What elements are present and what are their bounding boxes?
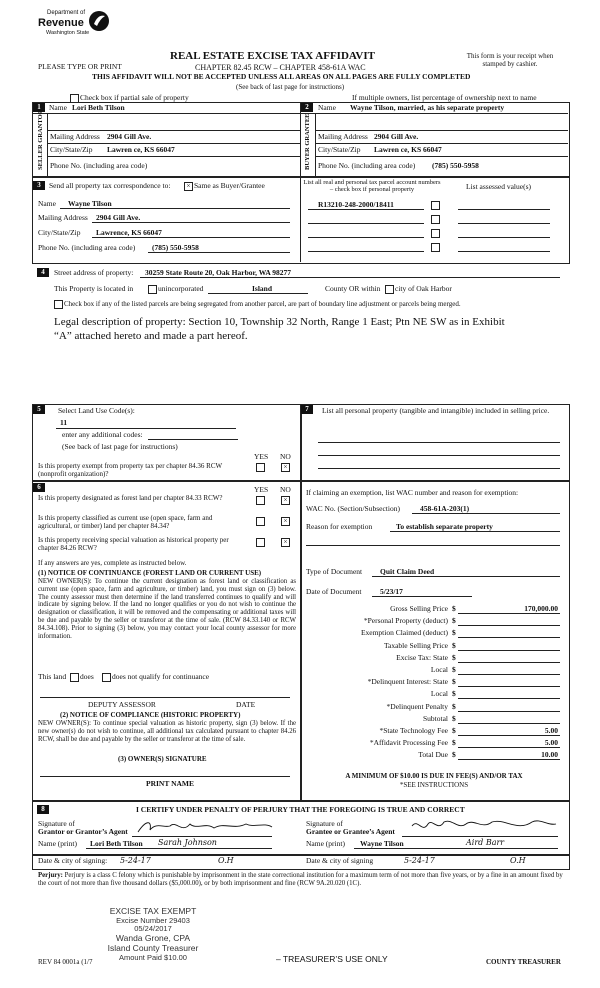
money-row-line <box>458 747 560 748</box>
money-row-line <box>458 674 560 675</box>
buyer-name[interactable]: Wayne Tilson, married, as his separate property <box>350 103 505 112</box>
notice1-body: NEW OWNER(S): To continue the current designation as forest land or classification as current use (open space, farm and agriculture, or timber) land, you must sign on (3) below. The county assessor must then determine if the land transferred continues to qualify and will indicate by signing below. If the land no longer qualifies or you do not wish to continue the designation or classification, it will be removed and the compensating or additional taxes will be due and payable by the seller or transferor at the time of sale. (RCW 84.33.140 or RCW 84.34.108). Prior to signing (3) below, you may contact your local county assessor for more information. <box>38 578 296 640</box>
money-row-dollar: $ <box>452 653 456 662</box>
corr-city[interactable]: Lawrence, KS 66047 <box>96 228 162 237</box>
forest-yes-checkbox[interactable] <box>256 496 265 505</box>
money-row-dollar: $ <box>452 714 456 723</box>
same-as-buyer-checkbox[interactable]: × <box>184 182 193 191</box>
print-name-label: PRINT NAME <box>146 779 194 788</box>
logo-dept-line2: Revenue <box>38 17 84 29</box>
doc-type-label: Type of Document <box>306 567 363 576</box>
wac-label: WAC No. (Section/Subsection) <box>306 504 400 513</box>
please-type: PLEASE TYPE OR PRINT <box>38 62 122 71</box>
land-does-label: does <box>80 672 94 681</box>
owner-signature-label: (3) OWNER(S) SIGNATURE <box>118 755 207 763</box>
stamp-line3: 05/24/2017 <box>134 924 172 934</box>
corr-phone-label: Phone No. (including area code) <box>38 243 136 252</box>
exempt-stamp <box>88 907 218 962</box>
parcel-personal-checkbox-3[interactable] <box>431 229 440 238</box>
money-row-dollar: $ <box>452 738 456 747</box>
money-row-line <box>458 613 560 614</box>
section-3-number: 3 <box>33 181 45 190</box>
section-4-number: 4 <box>37 268 49 277</box>
stamp-line6: Amount Paid $10.00 <box>119 952 187 962</box>
perjury-label: Perjury: <box>38 872 63 879</box>
same-as-buyer-label: Same as Buyer/Grantee <box>194 181 265 190</box>
grantee-agent-label: Grantee or Grantee’s Agent <box>306 826 395 836</box>
land-does-checkbox[interactable] <box>70 673 79 682</box>
logo-dept-line1: Department of <box>47 10 86 16</box>
doc-date-label: Date of Document <box>306 587 362 596</box>
money-row-label: Excise Tax: State <box>396 653 448 662</box>
buyer-phone[interactable]: (785) 550-5958 <box>432 161 479 170</box>
historic-yes-checkbox[interactable] <box>256 538 265 547</box>
s6-yes-header: YES <box>254 485 269 494</box>
stamp-line5: Island County Treasurer <box>107 942 199 953</box>
forest-no-checkbox[interactable]: × <box>281 496 290 505</box>
revenue-logo <box>38 10 116 40</box>
street-address[interactable]: 30259 State Route 20, Oak Harbor, WA 98277 <box>145 268 292 277</box>
grantee-signature[interactable] <box>408 816 558 836</box>
parcel-personal-checkbox-4[interactable] <box>431 243 440 252</box>
exempt-question: Is this property exempt from property tax per chapter 84.36 RCW (nonprofit organization)? <box>38 462 222 479</box>
corr-name[interactable]: Wayne Tilson <box>68 199 112 208</box>
grantee-date-city-label: Date & city of signing <box>306 856 374 865</box>
land-does-not-checkbox[interactable] <box>102 673 111 682</box>
forest-question: Is this property designated as forest land per chapter 84.33 RCW? <box>38 494 223 502</box>
grantee-name-print-label: Name (print) <box>306 839 345 848</box>
reason-label: Reason for exemption <box>306 522 373 531</box>
personal-property-label: List all personal property (tangible and intangible) included in selling price. <box>322 406 550 415</box>
corr-mailing-label: Mailing Address <box>38 213 88 222</box>
perjury-text: Perjury is a class C felony which is punishable by imprisonment in the state correctional institution for a maximum term of not more than five years, or by a fine in an amount fixed by the court of not more than five thousand dollars ($5,000.00), or by both imprisonment and fine (RCW 9A.20.020 (1C). <box>38 872 563 887</box>
seller-phone-label: Phone No. (including area code) <box>50 161 148 170</box>
exemption-label: If claiming an exemption, list WAC number and reason for exemption: <box>306 488 519 497</box>
see-back-note: (See back of last page for instructions) <box>236 83 345 91</box>
corr-name-label: Name <box>38 199 56 208</box>
money-row-dollar: $ <box>452 702 456 711</box>
stamp-line4: Wanda Grone, CPA <box>115 933 191 944</box>
money-row-label: *Delinquent Penalty <box>386 702 448 711</box>
assessor-date-label: DATE <box>236 700 256 709</box>
county-treasurer-label: COUNTY TREASURER <box>486 958 561 966</box>
certify-statement: I CERTIFY UNDER PENALTY OF PERJURY THAT THE FOREGOING IS TRUE AND CORRECT <box>136 805 465 814</box>
wa-leaf-icon <box>88 10 110 32</box>
exempt-no-checkbox[interactable]: × <box>281 463 290 472</box>
section-1-number: 1 <box>33 103 45 112</box>
grantor-date-city-label: Date & city of signing: <box>38 856 108 865</box>
located-label: This Property is located in <box>54 284 134 293</box>
street-label: Street address of property: <box>54 268 134 277</box>
segregated-label: Check box if any of the listed parcels are being segregated from another parcel, are part of boundary line adjustment or parcels being merged. <box>64 300 461 308</box>
form-number: REV 84 0001a (1/7 <box>38 958 93 966</box>
money-row-label: Exemption Claimed (deduct) <box>360 628 448 637</box>
stamp-line2: Excise Number 29403 <box>116 915 190 925</box>
minimum-note: A MINIMUM OF $10.00 IS DUE IN FEE(S) AND/OR TAX <box>345 772 523 780</box>
money-row-line <box>458 698 560 699</box>
additional-codes-label: enter any additional codes: <box>62 430 143 439</box>
money-row-dollar: $ <box>452 689 456 698</box>
see-instructions-note: *SEE INSTRUCTIONS <box>399 781 469 789</box>
partial-sale-label: Check box if partial sale of property <box>80 93 189 102</box>
money-row-line <box>458 662 560 663</box>
form-title: REAL ESTATE EXCISE TAX AFFIDAVIT <box>170 50 375 62</box>
multiple-owners-note: If multiple owners, list percentage of ownership next to name <box>352 93 537 102</box>
s5-no-header: NO <box>280 452 291 461</box>
unincorporated-checkbox[interactable] <box>148 285 157 294</box>
money-row-value[interactable]: 5.00 <box>544 726 558 735</box>
form-chapter: CHAPTER 82.45 RCW – CHAPTER 458-61A WAC <box>195 63 366 72</box>
grantor-name-print[interactable]: Lori Beth Tilson <box>90 839 143 848</box>
seller-name[interactable]: Lori Beth Tilson <box>72 103 125 112</box>
grantor-signature[interactable] <box>134 818 274 836</box>
grantee-name-print[interactable]: Wayne Tilson <box>360 839 404 848</box>
money-row-dollar: $ <box>452 726 456 735</box>
unincorporated-label: unincorporated <box>158 284 204 293</box>
notice2-title: (2) NOTICE OF COMPLIANCE (HISTORIC PROPERTY) <box>60 711 241 719</box>
notice2-body: NEW OWNER(S): To continue special valuation as historic property, sign (3) below. If the new owner(s) do not wish to continue, all additional tax calculated pursuant to chapter 84.26 RCW, shall be due and payable by the seller or transferor at the time of sale. <box>38 720 296 743</box>
send-correspondence-label: Send all property tax correspondence to: <box>49 181 171 190</box>
parcel-personal-checkbox-2[interactable] <box>431 215 440 224</box>
seller-name-label: Name <box>49 103 67 112</box>
perjury-note <box>38 872 564 888</box>
parcel-number[interactable]: R13210-248-2000/18411 <box>318 200 394 209</box>
county-or-within: County OR within <box>325 284 381 293</box>
parcel-header: List all real and personal tax parcel account numbers – check box if personal property <box>303 179 441 194</box>
money-row-label: Local <box>430 689 448 698</box>
grantor-name-handwritten: Sarah Johnson <box>158 838 217 847</box>
buyer-city-label: City/State/Zip <box>318 145 361 154</box>
grantee-date[interactable]: 5-24-17 <box>404 856 435 865</box>
doc-type-value[interactable]: Quit Claim Deed <box>380 567 435 576</box>
grantee-sig-label-1: Signature of <box>306 819 343 828</box>
money-row-label: Taxable Selling Price <box>383 641 448 650</box>
section-2-number: 2 <box>301 103 313 112</box>
money-row-dollar: $ <box>452 616 456 625</box>
date-city-box <box>32 854 570 870</box>
section-6-number: 6 <box>33 483 45 492</box>
stamp-line1: EXCISE TAX EXEMPT <box>109 906 197 916</box>
buyer-mailing-label: Mailing Address <box>318 132 368 141</box>
money-row-label: *Delinquent Interest: State <box>367 677 448 686</box>
city-of-label: city of Oak Harbor <box>395 284 452 293</box>
buyer-mailing[interactable]: 2904 Gill Ave. <box>374 132 419 141</box>
money-row-dollar: $ <box>452 641 456 650</box>
historic-question: Is this property receiving special valuation as historical property per chapter 84.26 RCW? <box>38 536 229 553</box>
grantor-name-print-label: Name (print) <box>38 839 77 848</box>
buyer-phone-label: Phone No. (including area code) <box>318 161 416 170</box>
money-row-label: *State Technology Fee <box>379 726 448 735</box>
money-row-label: Subtotal <box>422 714 448 723</box>
corr-city-label: City/State/Zip <box>38 228 81 237</box>
money-row-line <box>458 650 560 651</box>
deputy-assessor-label: DEPUTY ASSESSOR <box>88 700 156 709</box>
grantor-sig-label <box>38 820 128 836</box>
legal-description-line2[interactable]: “A” attached hereto and made a part hereof. <box>54 330 248 342</box>
buyer-side-label: BUYER GRANTEE <box>304 113 311 170</box>
grantee-sig-label <box>306 820 395 836</box>
money-row-line <box>458 686 560 687</box>
money-row-value[interactable]: 170,000.00 <box>524 604 558 613</box>
receipt-note: This form is your receipt when stamped by cashier. <box>466 52 554 69</box>
buyer-city[interactable]: Lawren ce, KS 66047 <box>374 145 442 154</box>
current-use-question: Is this property classified as current use (open space, farm and agricultural, or timber) land per chapter 84.34? <box>38 514 213 531</box>
money-row-line <box>458 711 560 712</box>
money-row-line <box>458 625 560 626</box>
money-row-dollar: $ <box>452 677 456 686</box>
money-row-dollar: $ <box>452 750 456 759</box>
grantee-name-handwritten: Aird Barr <box>466 838 505 847</box>
grantor-sig-label-1: Signature of <box>38 819 75 828</box>
grantor-agent-label: Grantor or Grantor’s Agent <box>38 826 128 836</box>
seller-mailing-label: Mailing Address <box>50 132 100 141</box>
assessed-header: List assessed value(s) <box>466 182 531 191</box>
seller-mailing[interactable]: 2904 Gill Ave. <box>107 132 152 141</box>
money-row-line <box>458 735 560 736</box>
corr-phone[interactable]: (785) 550-5958 <box>152 243 199 252</box>
if-yes-note: If any answers are yes, complete as instructed below. <box>38 559 187 567</box>
not-accepted-note: THIS AFFIDAVIT WILL NOT BE ACCEPTED UNLESS ALL AREAS ON ALL PAGES ARE FULLY COMPLETED <box>92 72 471 81</box>
money-row-line <box>458 759 560 760</box>
legal-description-line1[interactable]: Legal description of property: Section 10, Township 32 North, Range 1 East; Ptn NE SW as in Exhibit <box>54 316 505 328</box>
land-does-not-label: does not qualify for continuance <box>112 672 210 681</box>
money-row-dollar: $ <box>452 628 456 637</box>
seller-city-label: City/State/Zip <box>50 145 93 154</box>
money-row-value[interactable]: 5.00 <box>544 738 558 747</box>
reason-value[interactable]: To establish separate property <box>396 522 493 531</box>
wac-number[interactable]: 458-61A-203(1) <box>420 504 470 513</box>
money-row-value[interactable]: 10.00 <box>541 750 558 759</box>
land-use-code[interactable]: 11 <box>60 418 68 427</box>
s6-no-header: NO <box>280 485 291 494</box>
notice1-title: (1) NOTICE OF CONTINUANCE (FOREST LAND OR CURRENT USE) <box>38 569 262 577</box>
historic-no-checkbox[interactable]: × <box>281 538 290 547</box>
section-7-box <box>300 404 570 482</box>
money-row-label: *Personal Property (deduct) <box>363 616 448 625</box>
section-5-number: 5 <box>33 405 45 414</box>
money-row-dollar: $ <box>452 604 456 613</box>
corr-mailing[interactable]: 2904 Gill Ave. <box>96 213 141 222</box>
segregated-checkbox[interactable] <box>54 300 63 309</box>
doc-date-value[interactable]: 5/23/17 <box>380 587 403 596</box>
treasurer-use-only: – TREASURER’S USE ONLY <box>276 954 388 964</box>
seller-side-label: SELLER GRANTOR <box>37 109 44 170</box>
money-row-label: Gross Selling Price <box>390 604 448 613</box>
county-name[interactable]: Island <box>252 284 273 293</box>
grantor-date[interactable]: 5-24-17 <box>120 856 151 865</box>
logo-dept-line3: Washington State <box>46 30 90 36</box>
this-land-label: This land <box>38 672 67 681</box>
money-row-dollar: $ <box>452 665 456 674</box>
section-7-number: 7 <box>301 405 313 414</box>
parcel-personal-checkbox-1[interactable] <box>431 201 440 210</box>
exempt-yes-checkbox[interactable] <box>256 463 265 472</box>
money-row-label: Total Due <box>418 750 448 759</box>
money-row-line <box>458 637 560 638</box>
s5-yes-header: YES <box>254 452 269 461</box>
money-row-label: *Affidavit Processing Fee <box>369 738 448 747</box>
city-checkbox[interactable] <box>385 285 394 294</box>
buyer-name-label: Name <box>318 103 336 112</box>
section-8-number: 8 <box>37 805 49 814</box>
land-use-label: Select Land Use Code(s): <box>58 406 135 415</box>
land-use-see-back: (See back of last page for instructions) <box>62 442 178 451</box>
money-row-line <box>458 723 560 724</box>
seller-city[interactable]: Lawren ce, KS 66047 <box>107 145 175 154</box>
current-use-no-checkbox[interactable]: × <box>281 517 290 526</box>
current-use-yes-checkbox[interactable] <box>256 517 265 526</box>
grantee-city[interactable]: O.H <box>510 856 526 865</box>
grantor-city[interactable]: O.H <box>218 856 234 865</box>
money-row-label: Local <box>430 665 448 674</box>
